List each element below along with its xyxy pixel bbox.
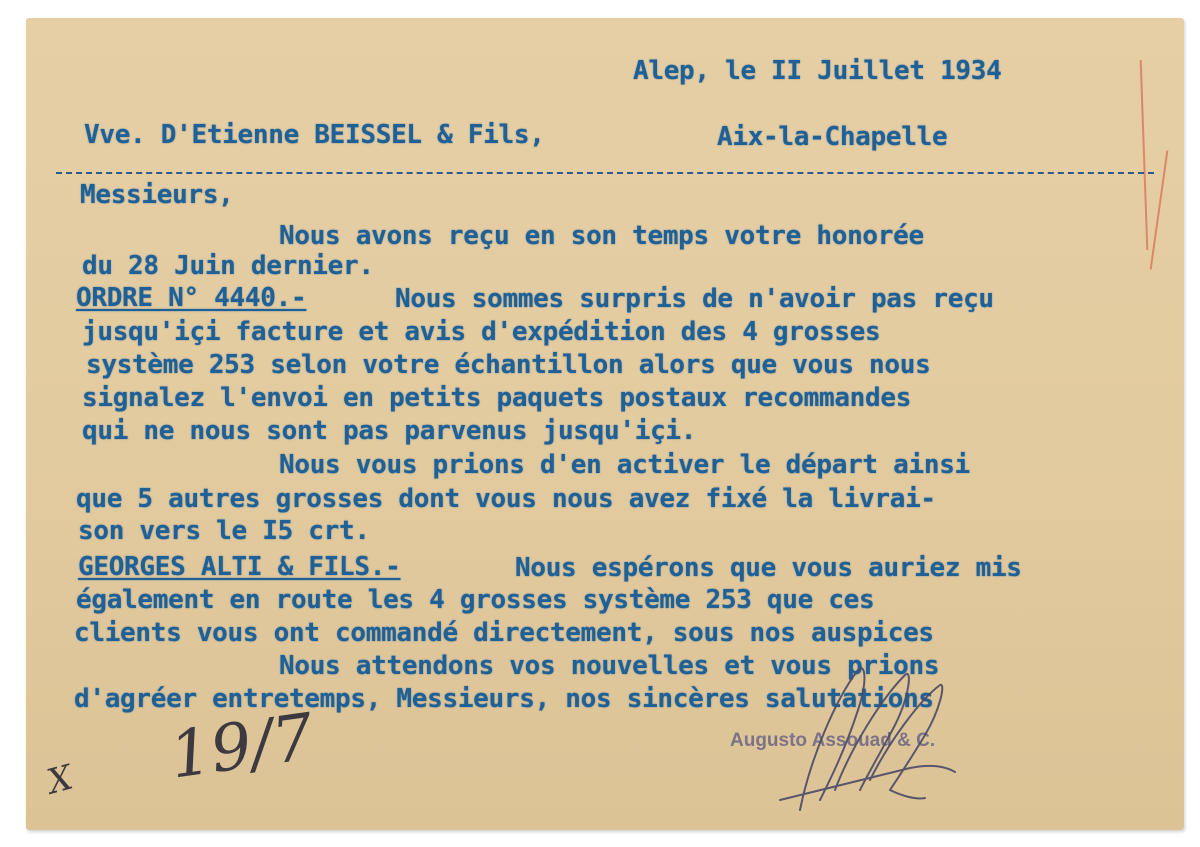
dateline: Alep, le II Juillet 1934 — [633, 56, 1002, 86]
body-line: clients vous ont commandé directement, sous nos auspices — [74, 618, 934, 648]
body-line: jusqu'içi facture et avis d'expédition des 4 grosses — [82, 317, 881, 347]
divider — [56, 172, 1154, 174]
body-line: d'agréer entretemps, Messieurs, nos sincères salutations — [74, 684, 934, 714]
pencil-mark: X — [43, 757, 77, 803]
handwritten-signature — [740, 640, 970, 830]
salutation: Messieurs, — [80, 180, 234, 210]
body-line: que 5 autres grosses dont vous nous avez fixé la livrai- — [76, 484, 936, 514]
body-line: du 28 Juin dernier. — [82, 251, 374, 281]
body-line: signalez l'envoi en petits paquets postaux recommandes — [82, 383, 912, 413]
body-line: système 253 selon votre échantillon alors que vous nous — [86, 350, 931, 380]
body-line: Nous avons reçu en son temps votre honorée — [279, 221, 924, 251]
heading-client: GEORGES ALTI & FILS.- — [78, 552, 401, 582]
body-line: son vers le I5 crt. — [78, 516, 370, 546]
body-line: Nous vous prions d'en activer le départ ainsi — [279, 450, 970, 480]
company-stamp: Augusto Assouad & C. — [730, 730, 936, 751]
body-line: qui ne nous sont pas parvenus jusqu'içi. — [82, 416, 697, 446]
body-line: Nous sommes surpris de n'avoir pas reçu — [395, 284, 994, 314]
pencil-date-note: 19/7 — [165, 700, 319, 794]
body-line: également en route les 4 grosses système 253 que ces — [76, 585, 875, 615]
heading-order: ORDRE N° 4440.- — [76, 283, 307, 313]
body-line: Nous attendons vos nouvelles et vous prions — [279, 651, 940, 681]
recipient: Vve. D'Etienne BEISSEL & Fils, — [84, 120, 545, 150]
recipient-city: Aix-la-Chapelle — [717, 122, 948, 152]
body-line: Nous espérons que vous auriez mis — [515, 553, 1022, 583]
